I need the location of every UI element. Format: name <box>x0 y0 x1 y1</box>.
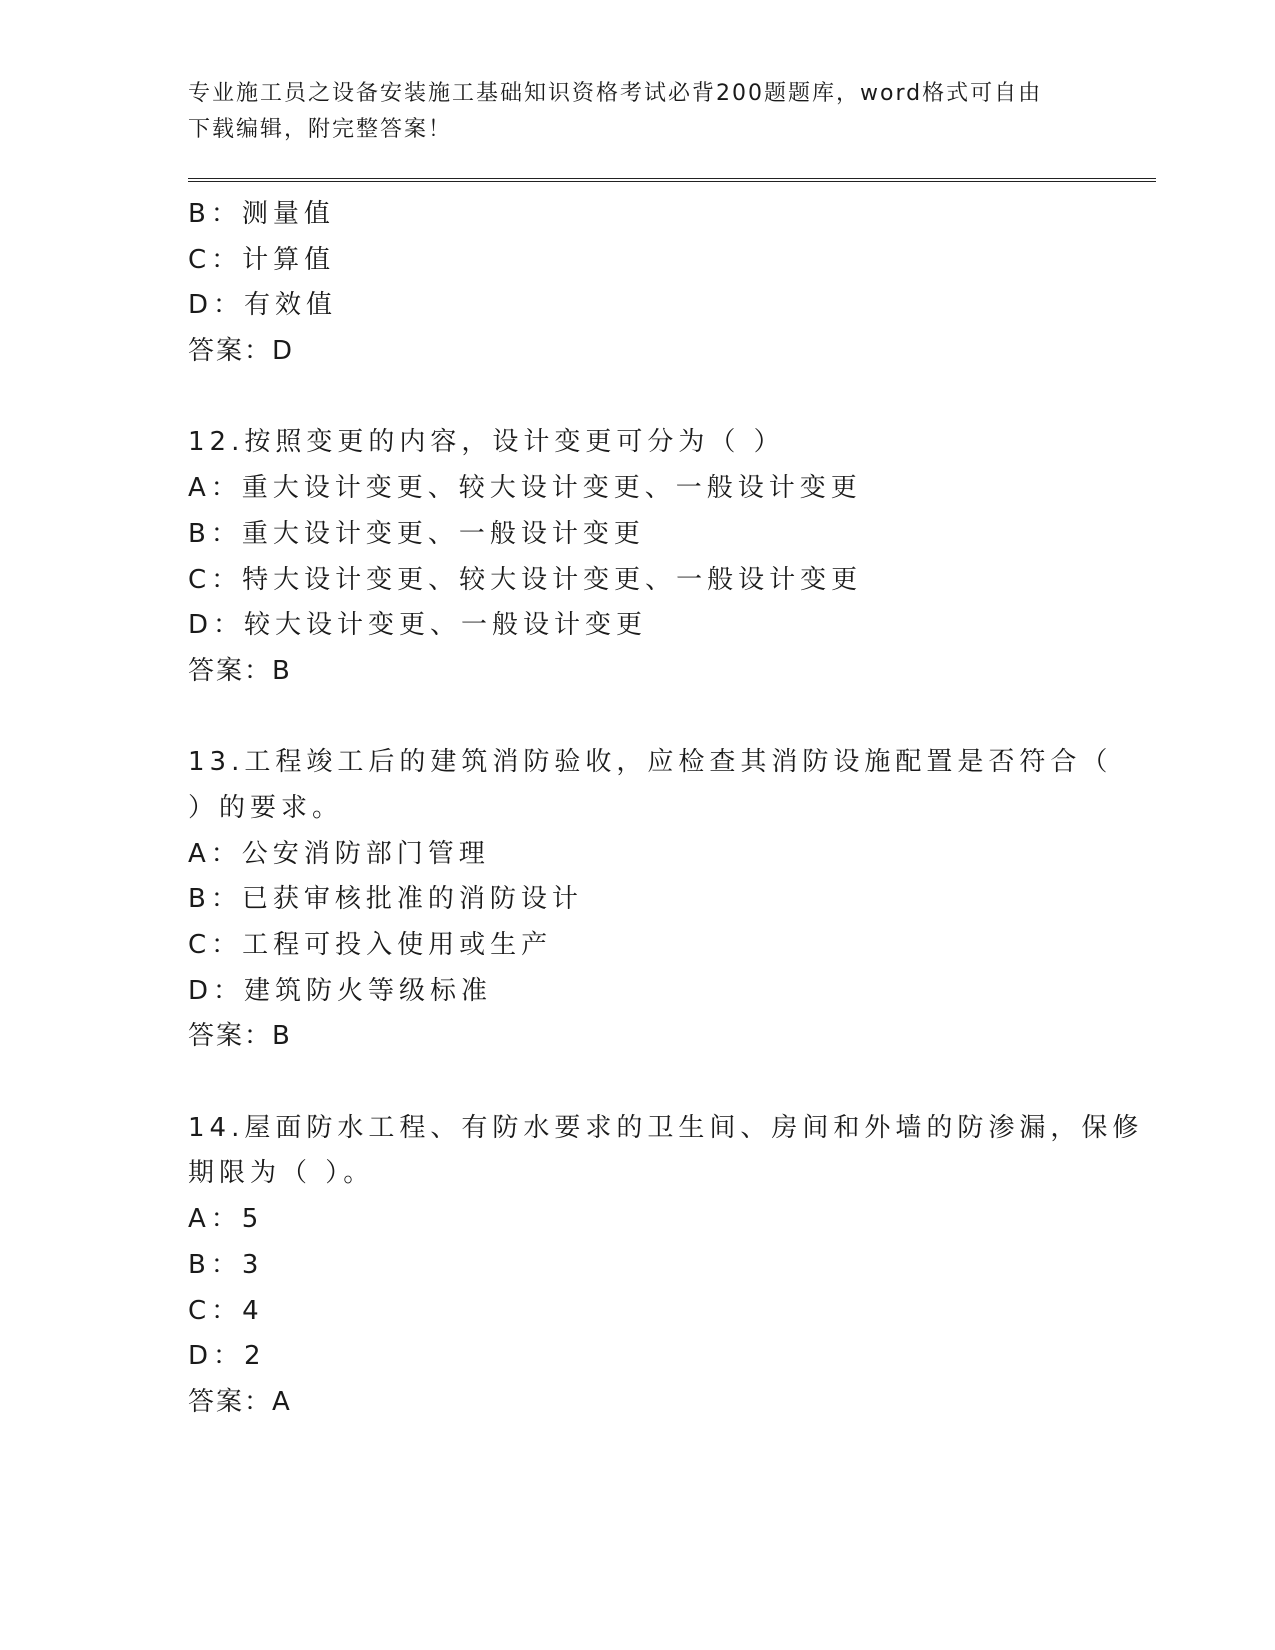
q12-option-b: B：重大设计变更、一般设计变更 <box>188 518 645 549</box>
spacer <box>188 695 1088 741</box>
q14-option-d: D：2 <box>188 1341 266 1372</box>
q12-option-a: A：重大设计变更、较大设计变更、一般设计变更 <box>188 473 862 504</box>
question-13 <box>188 740 1113 1060</box>
spacer <box>188 375 1088 421</box>
q12-stem: 12.按照变更的内容，设计变更可分为（ ） <box>188 427 785 458</box>
q11-option-b: B：测量值 <box>188 199 335 229</box>
q11-option-d: D：有效值 <box>188 290 338 321</box>
q12-option-d: D：较大设计变更、一般设计变更 <box>188 610 648 641</box>
q13-stem-line-2: ）的要求。 <box>188 792 344 823</box>
q14-stem-line-2: 期限为（ ）。 <box>188 1158 375 1189</box>
q13-option-d: D：建筑防火等级标准 <box>188 975 493 1006</box>
question-14 <box>188 1106 1144 1426</box>
q13-option-c: C：工程可投入使用或生产 <box>188 930 553 960</box>
spacer <box>188 1060 1088 1106</box>
question-12 <box>188 420 1088 694</box>
q12-option-c: C：特大设计变更、较大设计变更、一般设计变更 <box>188 564 863 595</box>
answer-label: 答案： <box>188 336 273 367</box>
answer-label: 答案： <box>188 1386 273 1417</box>
answer-value: D <box>272 336 294 367</box>
answer-label: 答案： <box>188 1021 273 1052</box>
q14-option-c: C：4 <box>188 1295 264 1326</box>
q13-option-a: A：公安消防部门管理 <box>188 838 490 869</box>
answer-value: A <box>272 1386 291 1417</box>
answer-label: 答案： <box>188 655 273 686</box>
q14-option-a: A：5 <box>188 1204 264 1235</box>
q13-option-b: B：已获审核批准的消防设计 <box>188 884 583 915</box>
q11-option-c: C：计算值 <box>188 244 336 275</box>
q11-answer <box>188 329 1088 375</box>
q14-stem-line-1: 14.屋面防水工程、有防水要求的卫生间、房间和外墙的防渗漏，保修 <box>188 1112 1144 1143</box>
header-line-2: 下载编辑，附完整答案！ <box>188 117 453 142</box>
q14-answer <box>188 1380 1088 1426</box>
q14-option-b: B：3 <box>188 1249 264 1280</box>
header-divider <box>188 178 1156 182</box>
q13-answer <box>188 1014 1088 1060</box>
question-list <box>188 192 1144 1426</box>
question-11 <box>188 192 1088 375</box>
header-line-1: 专业施工员之设备安装施工基础知识资格考试必背200题题库，word格式可自由 <box>188 81 1043 106</box>
q12-answer <box>188 649 1088 695</box>
q13-stem-line-1: 13.工程竣工后的建筑消防验收，应检查其消防设施配置是否符合（ <box>188 747 1113 778</box>
document-header <box>188 76 1068 148</box>
answer-value: B <box>272 655 291 686</box>
answer-value: B <box>272 1021 291 1052</box>
